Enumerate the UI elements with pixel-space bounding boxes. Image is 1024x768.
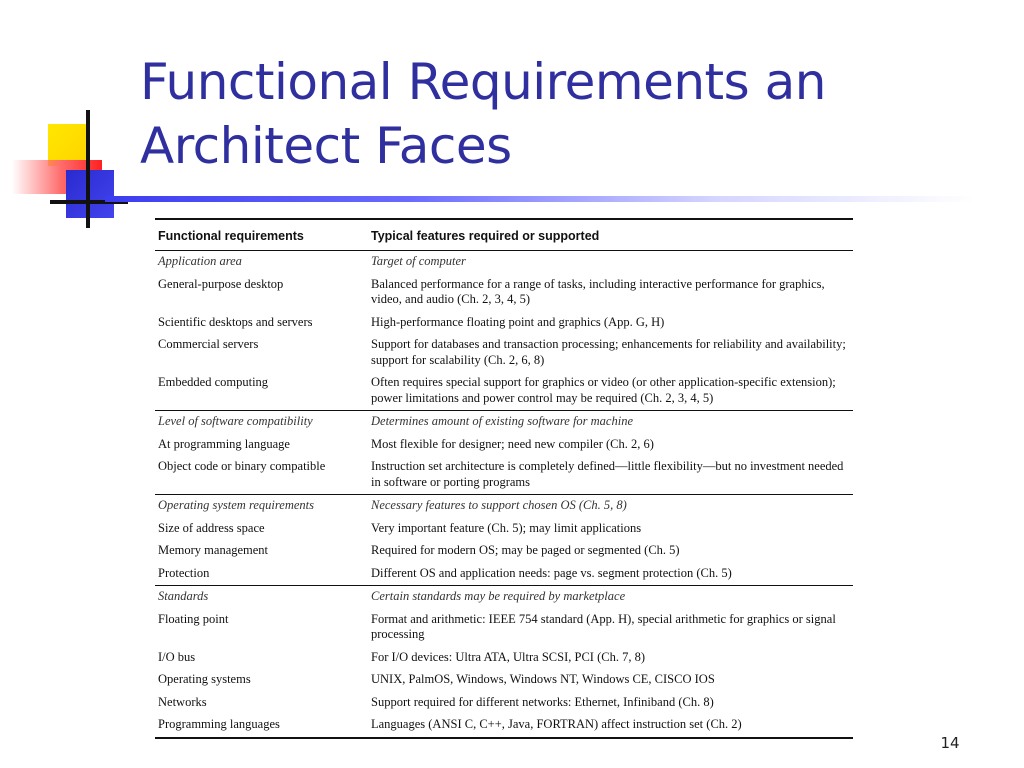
table-row (155, 434, 853, 457)
requirement-cell: Commercial servers (158, 337, 259, 351)
feature-cell: Most flexible for designer; need new compiler (Ch. 2, 6) (371, 436, 654, 451)
feature-cell: Balanced performance for a range of tasks, including interactive performance for graphics, video, and audio (Ch. 2, 3, 4, 5) (371, 276, 825, 306)
section-heading: Standards (155, 586, 368, 609)
section-heading-description: Certain standards may be required by marketplace (368, 586, 853, 609)
requirement-cell: Memory management (158, 543, 269, 557)
table-row (155, 372, 853, 411)
requirement-cell: Floating point (158, 611, 229, 626)
title-underline-rule (105, 196, 975, 202)
feature-cell: Often requires special support for graphics or video (or other application-specific extension); power limitations and power control may be required (Ch. 2, 3, 4, 5) (371, 375, 836, 405)
decorative-blue-square (66, 170, 114, 218)
slide-title (140, 50, 1000, 178)
table-row (155, 540, 853, 563)
section-heading-row (155, 251, 853, 274)
table-row (155, 563, 853, 586)
requirement-cell: Programming languages (158, 717, 280, 731)
feature-cell: Instruction set architecture is completely defined—little flexibility—but no investment needed in software or porting programs (371, 459, 844, 489)
table-row (155, 647, 853, 670)
column-header-requirements: Functional requirements (155, 219, 368, 251)
slide-title-line-1: Functional Requirements an (140, 53, 826, 111)
feature-cell: Format and arithmetic: IEEE 754 standard (App. H), special arithmetic for graphics or signal processing (371, 611, 836, 641)
feature-cell: Very important feature (Ch. 5); may limit applications (371, 520, 642, 535)
table-row (155, 274, 853, 312)
requirements-table (155, 218, 853, 739)
requirement-cell: Scientific desktops and servers (158, 314, 313, 329)
feature-cell: Languages (ANSI C, C++, Java, FORTRAN) affect instruction set (Ch. 2) (371, 717, 742, 731)
requirement-cell: Networks (158, 694, 207, 709)
requirement-cell: Embedded computing (158, 375, 269, 389)
requirement-cell: General-purpose desktop (158, 276, 284, 291)
section-heading-row (155, 411, 853, 434)
section-heading: Application area (158, 254, 242, 268)
feature-cell: UNIX, PalmOS, Windows, Windows NT, Windows CE, CISCO IOS (371, 672, 715, 686)
table-row (155, 669, 853, 692)
section-heading-description: Determines amount of existing software for machine (368, 411, 853, 434)
requirement-cell: At programming language (158, 436, 290, 451)
section-heading-row (155, 495, 853, 518)
decorative-vertical-line (86, 110, 90, 228)
section-heading: Level of software compatibility (155, 411, 368, 434)
table-row (155, 518, 853, 541)
requirements-table-container (155, 218, 853, 739)
table-row (155, 334, 853, 372)
requirement-cell: Protection (158, 565, 210, 580)
section-heading: Operating system requirements (155, 495, 368, 518)
page-number: 14 (940, 734, 960, 752)
feature-cell: Support required for different networks: Ethernet, Infiniband (Ch. 8) (371, 694, 714, 709)
section-heading-row (155, 586, 853, 609)
requirement-cell: I/O bus (158, 649, 196, 664)
requirement-cell: Operating systems (158, 672, 251, 686)
section-heading-description: Necessary features to support chosen OS (Ch. 5, 8) (368, 495, 853, 518)
table-row (155, 456, 853, 495)
table-row (155, 692, 853, 715)
feature-cell: Required for modern OS; may be paged or segmented (Ch. 5) (371, 543, 680, 557)
table-header-row (155, 219, 853, 251)
section-heading-description: Target of computer (371, 254, 466, 268)
table-row (155, 609, 853, 647)
feature-cell: For I/O devices: Ultra ATA, Ultra SCSI, PCI (Ch. 7, 8) (371, 649, 645, 664)
requirement-cell: Size of address space (158, 520, 265, 535)
feature-cell: Support for databases and transaction processing; enhancements for reliability and availability; support for scalability (Ch. 2, 6, 8) (371, 337, 846, 367)
requirement-cell: Object code or binary compatible (158, 459, 326, 473)
table-row (155, 714, 853, 738)
feature-cell: Different OS and application needs: page vs. segment protection (Ch. 5) (371, 565, 732, 580)
feature-cell: High-performance floating point and graphics (App. G, H) (371, 314, 665, 329)
column-header-features: Typical features required or supported (368, 219, 853, 251)
table-row (155, 312, 853, 335)
slide-title-line-2: Architect Faces (140, 117, 512, 175)
